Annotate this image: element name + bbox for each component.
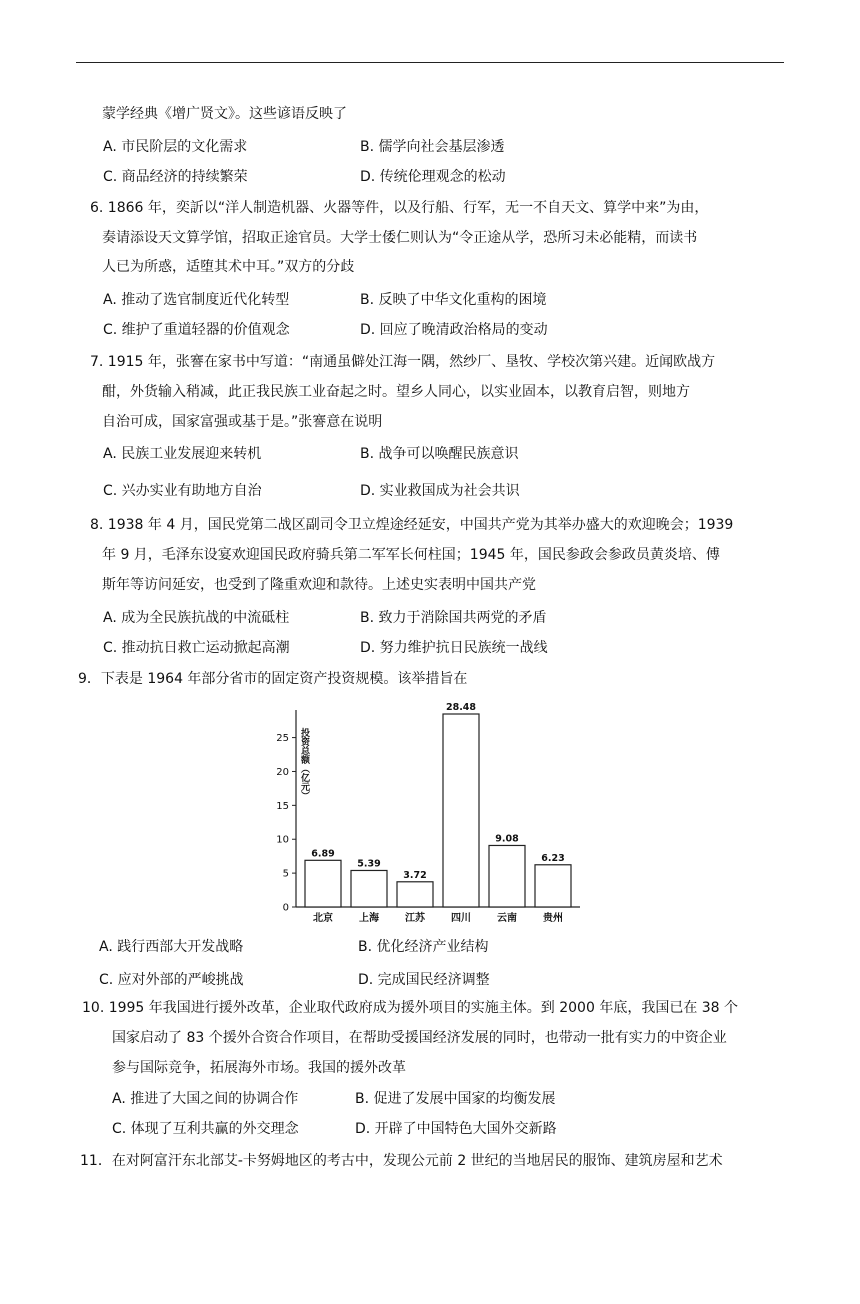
chart-bar [443,714,479,907]
chart-y-tick-label: 0 [282,902,289,914]
chart-value-label: 5.39 [357,858,381,870]
q8-option-b[interactable]: B. 致力于消除国共两党的矛盾 [360,610,547,626]
chart-bar [351,870,387,907]
chart-y-axis-label: 投资总额（亿元） [299,728,309,800]
chart-category-label: 四川 [451,913,471,924]
q10-option-a[interactable]: A. 推进了大国之间的协调合作 [112,1091,299,1107]
chart-value-label: 9.08 [495,833,519,845]
q7-option-b[interactable]: B. 战争可以唤醒民族意识 [360,446,519,462]
q7-option-d[interactable]: D. 实业救国成为社会共识 [360,483,520,499]
chart-category-label: 北京 [313,913,333,924]
q8-option-d[interactable]: D. 努力维护抗日民族统一战线 [360,640,548,656]
q6-option-b[interactable]: B. 反映了中华文化重构的困境 [360,292,547,308]
q6-stem-line-3: 人已为所惑，适堕其术中耳。”双方的分歧 [102,259,355,275]
chart-y-tick-label: 25 [276,733,289,745]
chart-y-tick-label: 10 [276,834,289,846]
chart-bar [305,860,341,907]
q9-option-c[interactable]: C. 应对外部的严峻挑战 [99,972,244,988]
chart-bar [489,845,525,907]
q8-stem-line-2: 年 9 月，毛泽东设宴欢迎国民政府骑兵第二军军长何柱国；1945 年，国民参政会参政员黄炎培、傅 [102,547,720,563]
q5-stem-tail: 蒙学经典《增广贤文》。这些谚语反映了 [102,106,347,122]
q11-stem: 11．在对阿富汗东北部艾-卡努姆地区的考古中，发现公元前 2 世纪的当地居民的服饰、建筑房屋和艺术 [80,1153,723,1169]
chart-category-label: 江苏 [405,913,425,924]
chart-value-label: 3.72 [403,869,427,881]
q10-stem-line-1: 10. 1995 年我国进行援外改革，企业取代政府成为援外项目的实施主体。到 2000 年底，我国已在 38 个 [82,1000,739,1016]
q10-stem-line-3: 参与国际竞争，拓展海外市场。我国的援外改革 [112,1060,406,1076]
q7-stem-line-2: 酣，外货输入稍减，此正我民族工业奋起之时。望乡人同心，以实业固本，以教育启智，则地方 [102,384,690,400]
header-rule [76,62,784,63]
chart-y-tick-label: 5 [282,868,289,880]
chart-bar [397,882,433,907]
q9-stem: 9．下表是 1964 年部分省市的固定资产投资规模。该举措旨在 [78,671,468,687]
q8-stem-line-3: 斯年等访问延安，也受到了隆重欢迎和款待。上述史实表明中国共产党 [102,577,536,593]
q7-stem-line-1: 7. 1915 年，张謇在家书中写道：“南通虽僻处江海一隅，然纱厂、垦牧、学校次第兴建。近闻欧战方 [90,354,716,370]
q5-option-c[interactable]: C. 商品经济的持续繁荣 [103,169,248,185]
q9-option-b[interactable]: B. 优化经济产业结构 [358,939,489,955]
q6-stem-line-2: 奏请添设天文算学馆，招取正途官员。大学士倭仁则认为“令正途从学，恐所习未必能精，而读书 [102,230,698,246]
q9-option-d[interactable]: D. 完成国民经济调整 [358,972,490,988]
chart-category-label: 云南 [497,913,517,924]
q6-option-d[interactable]: D. 回应了晚清政治格局的变动 [360,322,548,338]
chart-bar [535,865,571,907]
q8-stem-line-1: 8. 1938 年 4 月，国民党第二战区副司令卫立煌途经延安，中国共产党为其举办盛大的欢迎晚会；1939 [90,517,734,533]
q7-option-c[interactable]: C. 兴办实业有助地方自治 [103,483,262,499]
chart-category-label: 贵州 [543,913,563,924]
q8-option-a[interactable]: A. 成为全民族抗战的中流砥柱 [103,610,290,626]
q6-option-c[interactable]: C. 维护了重道轻器的价值观念 [103,322,290,338]
q5-option-d[interactable]: D. 传统伦理观念的松动 [360,169,506,185]
investment-bar-chart [268,700,588,932]
q6-stem-line-1: 6. 1866 年，奕訢以“洋人制造机器、火器等件，以及行船、行军，无一不自天文、算学中来”为由， [90,200,709,216]
q10-option-d[interactable]: D. 开辟了中国特色大国外交新路 [355,1121,557,1137]
q7-stem-line-3: 自治可成，国家富强或基于是。”张謇意在说明 [102,414,383,430]
q10-stem-line-2: 国家启动了 83 个援外合资合作项目，在帮助受援国经济发展的同时，也带动一批有实力的中资企业 [112,1030,727,1046]
q5-option-b[interactable]: B. 儒学向社会基层渗透 [360,139,505,155]
chart-value-label: 6.89 [311,848,335,860]
chart-y-tick-label: 15 [276,800,289,812]
q9-option-a[interactable]: A. 践行西部大开发战略 [99,939,244,955]
q8-option-c[interactable]: C. 推动抗日救亡运动掀起高潮 [103,640,290,656]
q10-option-c[interactable]: C. 体现了互利共赢的外交理念 [112,1121,299,1137]
q10-option-b[interactable]: B. 促进了发展中国家的均衡发展 [355,1091,556,1107]
chart-value-label: 6.23 [541,852,565,864]
q7-option-a[interactable]: A. 民族工业发展迎来转机 [103,446,262,462]
chart-category-label: 上海 [359,913,379,924]
chart-value-label: 28.48 [445,702,477,713]
chart-y-tick-label: 20 [276,766,289,778]
q5-option-a[interactable]: A. 市民阶层的文化需求 [103,139,248,155]
q6-option-a[interactable]: A. 推动了选官制度近代化转型 [103,292,290,308]
